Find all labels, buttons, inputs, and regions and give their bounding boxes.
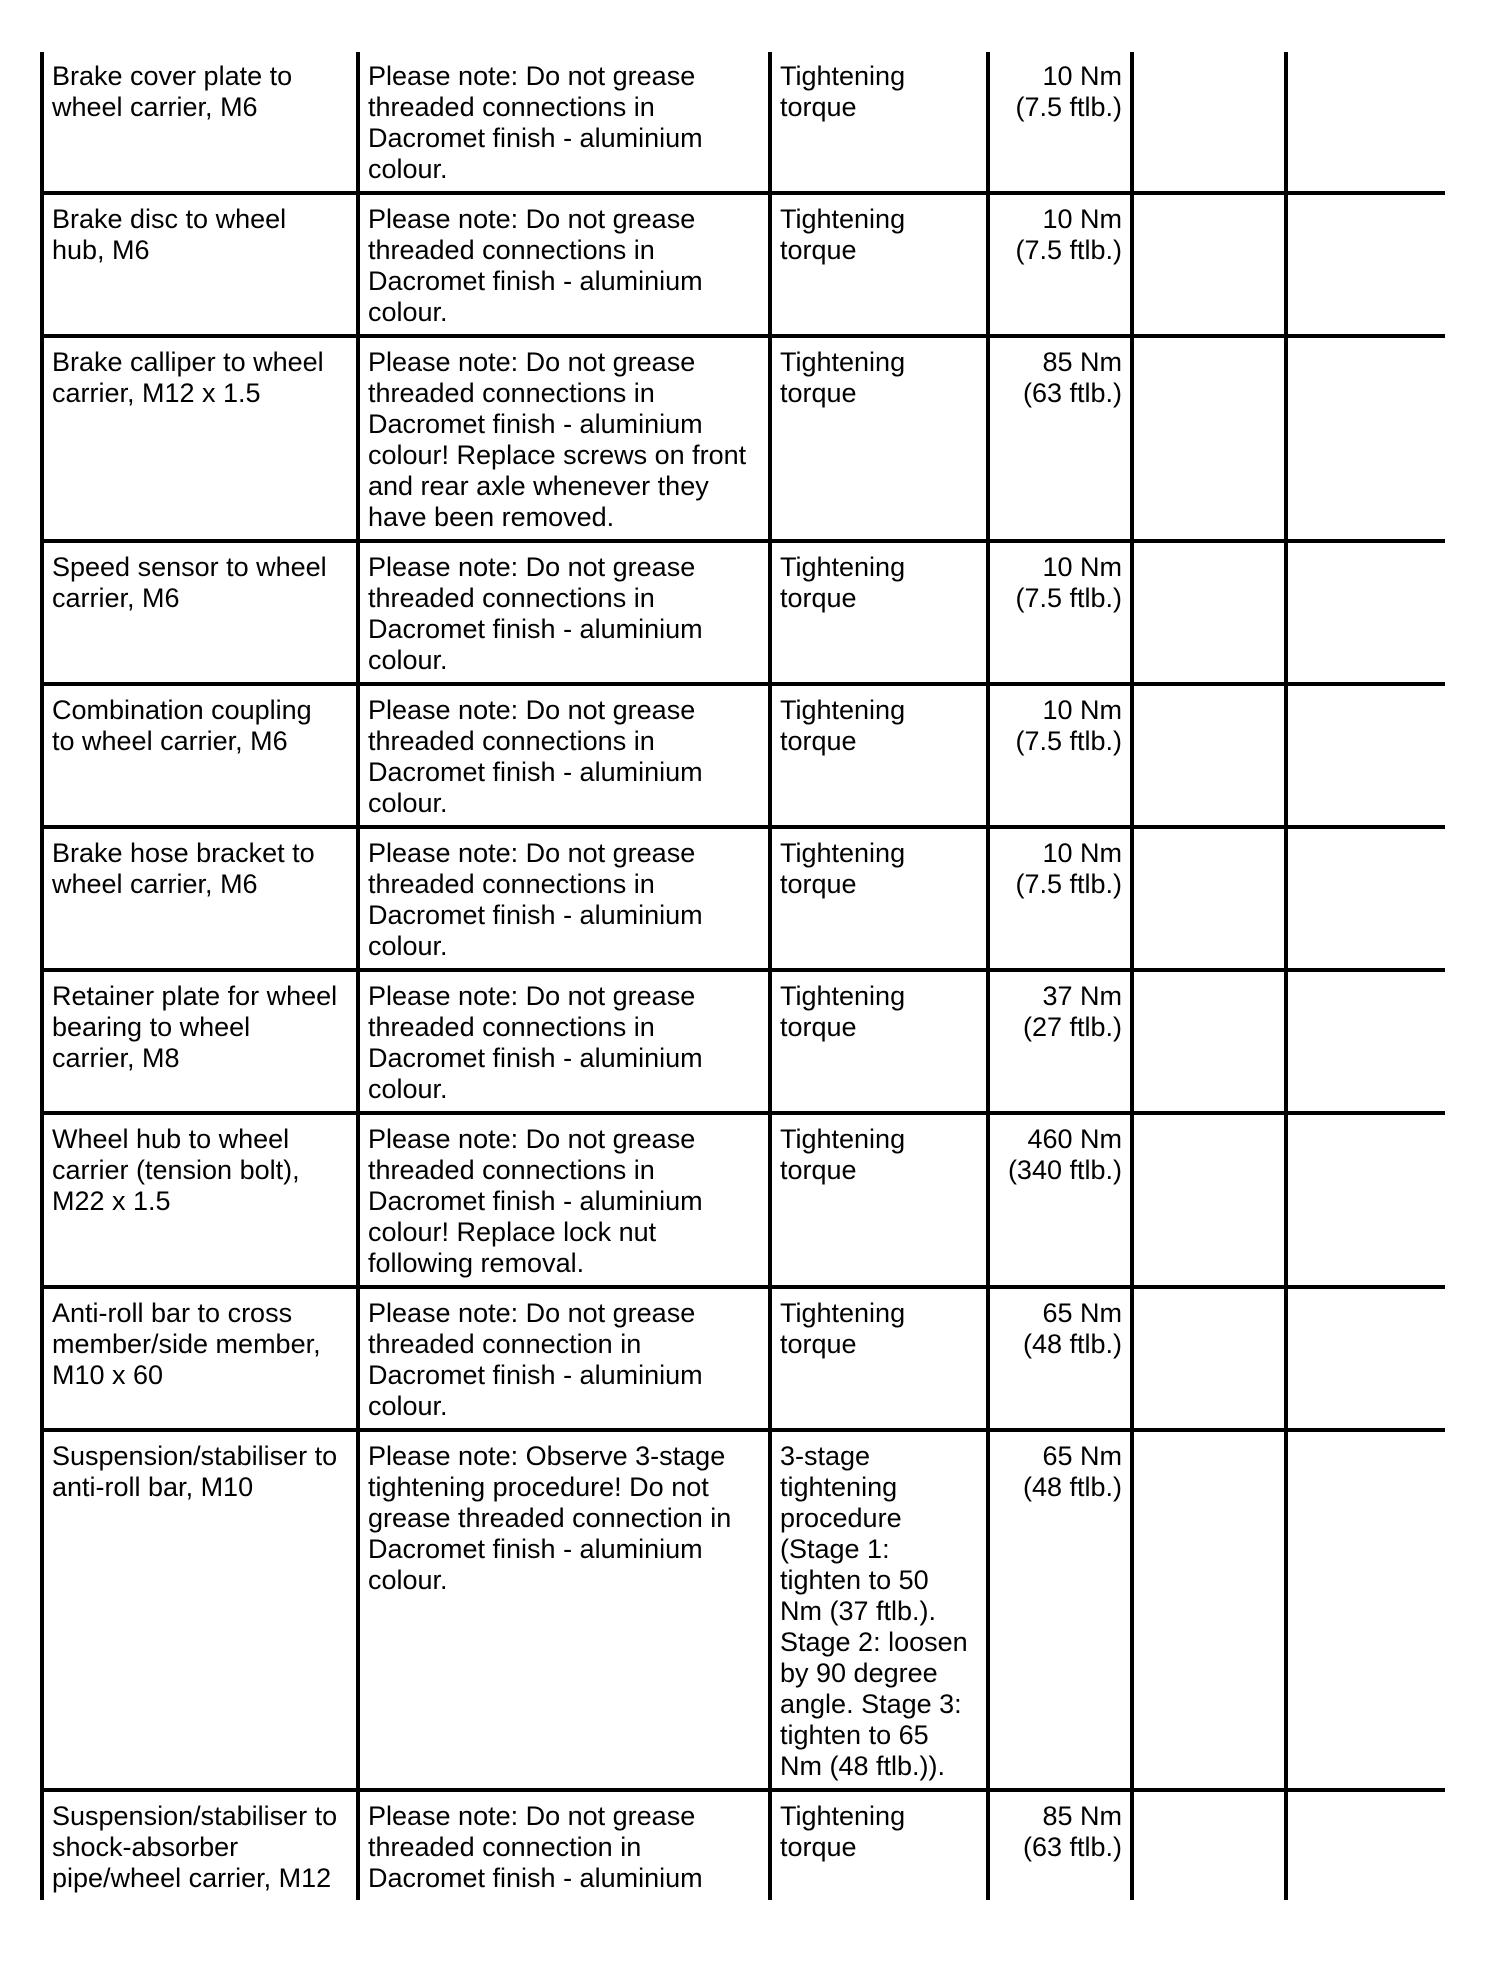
torque-value-text: 460 Nm <box>1027 1124 1122 1154</box>
component-text: M22 x 1.5 <box>52 1186 171 1216</box>
note-cell <box>358 1287 770 1430</box>
note-text: Please note: Do not grease <box>368 204 696 234</box>
torque-value-cell <box>988 541 1132 684</box>
torque-value-text: 85 Nm <box>1042 347 1122 377</box>
component-text: Brake hose bracket to <box>52 838 315 868</box>
torque-value-text: (7.5 ftlb.) <box>1015 726 1122 756</box>
specification-type-text: Tightening <box>780 838 906 868</box>
component-cell <box>42 1287 358 1430</box>
component-text: carrier, M6 <box>52 583 180 613</box>
specification-type-cell <box>770 970 988 1113</box>
component-text: Brake cover plate to <box>52 61 293 91</box>
note-cell <box>358 970 770 1113</box>
torque-value-cell <box>988 1287 1132 1430</box>
torque-value-text: 10 Nm <box>1042 61 1122 91</box>
torque-value-text: 10 Nm <box>1042 204 1122 234</box>
note-text: colour! Replace lock nut <box>368 1217 657 1247</box>
note-text: Please note: Do not grease <box>368 1124 696 1154</box>
note-text: Dacromet finish - aluminium <box>368 1186 703 1216</box>
torque-value-text: (7.5 ftlb.) <box>1015 235 1122 265</box>
component-cell <box>42 1790 358 1900</box>
empty-cell <box>1286 52 1445 193</box>
specification-type-text: tighten to 65 <box>780 1720 929 1750</box>
component-cell <box>42 684 358 827</box>
component-text: Brake calliper to wheel <box>52 347 324 377</box>
specification-type-text: torque <box>780 869 857 899</box>
note-text: grease threaded connection in <box>368 1503 732 1533</box>
specification-type-text: torque <box>780 1012 857 1042</box>
specification-type-text: tighten to 50 <box>780 1565 929 1595</box>
specification-type-text: torque <box>780 1155 857 1185</box>
table-row <box>42 336 1445 541</box>
component-text: member/side member, <box>52 1329 321 1359</box>
specification-type-text: Tightening <box>780 552 906 582</box>
torque-value-text: (7.5 ftlb.) <box>1015 869 1122 899</box>
component-text: wheel carrier, M6 <box>52 92 258 122</box>
note-text: threaded connections in <box>368 92 655 122</box>
specification-type-cell <box>770 541 988 684</box>
specification-type-text: by 90 degree <box>780 1658 938 1688</box>
note-text: threaded connections in <box>368 1155 655 1185</box>
torque-value-cell <box>988 336 1132 541</box>
table-row <box>42 193 1445 336</box>
note-text: Please note: Do not grease <box>368 838 696 868</box>
torque-spec-page <box>40 52 1445 1934</box>
torque-value-text: (340 ftlb.) <box>1007 1155 1122 1185</box>
specification-type-cell <box>770 684 988 827</box>
note-text: Dacromet finish - aluminium <box>368 123 703 153</box>
specification-type-text: Tightening <box>780 347 906 377</box>
note-text: have been removed. <box>368 502 615 532</box>
note-text: colour. <box>368 788 448 818</box>
note-text: colour. <box>368 645 448 675</box>
note-text: tightening procedure! Do not <box>368 1472 709 1502</box>
note-text: threaded connections in <box>368 378 655 408</box>
component-text: bearing to wheel <box>52 1012 251 1042</box>
specification-type-text: torque <box>780 726 857 756</box>
specification-type-text: torque <box>780 235 857 265</box>
empty-cell <box>1286 541 1445 684</box>
specification-type-text: torque <box>780 1329 857 1359</box>
component-text: Speed sensor to wheel <box>52 552 327 582</box>
empty-cell <box>1286 1430 1445 1790</box>
specification-type-text: Stage 2: loosen <box>780 1627 968 1657</box>
note-text: Please note: Do not grease <box>368 1298 696 1328</box>
empty-cell <box>1132 1287 1286 1430</box>
specification-type-cell <box>770 1113 988 1287</box>
empty-cell <box>1286 970 1445 1113</box>
note-text: Please note: Do not grease <box>368 695 696 725</box>
note-text: threaded connections in <box>368 1012 655 1042</box>
component-text: Suspension/stabiliser to <box>52 1801 338 1831</box>
note-text: colour. <box>368 1565 448 1595</box>
note-text: following removal. <box>368 1248 585 1278</box>
note-text: Dacromet finish - aluminium <box>368 266 703 296</box>
note-text: Please note: Observe 3-stage <box>368 1441 726 1471</box>
note-cell <box>358 541 770 684</box>
empty-cell <box>1286 336 1445 541</box>
table-row <box>42 52 1445 193</box>
specification-type-text: (Stage 1: <box>780 1534 890 1564</box>
component-cell <box>42 52 358 193</box>
specification-type-cell <box>770 827 988 970</box>
empty-cell <box>1132 193 1286 336</box>
specification-type-text: torque <box>780 92 857 122</box>
component-cell <box>42 1430 358 1790</box>
empty-cell <box>1132 541 1286 684</box>
specification-type-text: Tightening <box>780 1124 906 1154</box>
table-row <box>42 1430 1445 1790</box>
torque-value-cell <box>988 1790 1132 1900</box>
empty-cell <box>1286 827 1445 970</box>
note-cell <box>358 1113 770 1287</box>
component-text: shock-absorber <box>52 1832 239 1862</box>
component-text: Wheel hub to wheel <box>52 1124 290 1154</box>
note-text: Dacromet finish - aluminium <box>368 1534 703 1564</box>
specification-type-cell <box>770 52 988 193</box>
table-row <box>42 827 1445 970</box>
note-text: Dacromet finish - aluminium <box>368 1043 703 1073</box>
note-text: and rear axle whenever they <box>368 471 709 501</box>
torque-value-text: 37 Nm <box>1042 981 1122 1011</box>
note-cell <box>358 1790 770 1900</box>
table-row <box>42 1790 1445 1900</box>
component-text: carrier (tension bolt), <box>52 1155 300 1185</box>
torque-value-text: 65 Nm <box>1042 1441 1122 1471</box>
note-cell <box>358 827 770 970</box>
component-text: carrier, M8 <box>52 1043 180 1073</box>
note-text: Dacromet finish - aluminium <box>368 1863 703 1893</box>
torque-value-text: (48 ftlb.) <box>1022 1472 1122 1502</box>
component-cell <box>42 827 358 970</box>
component-text: anti-roll bar, M10 <box>52 1472 254 1502</box>
specification-type-text: Tightening <box>780 204 906 234</box>
component-cell <box>42 336 358 541</box>
empty-cell <box>1286 1287 1445 1430</box>
specification-type-text: Tightening <box>780 1801 906 1831</box>
empty-cell <box>1132 52 1286 193</box>
specification-type-cell <box>770 1287 988 1430</box>
torque-value-text: 10 Nm <box>1042 838 1122 868</box>
note-text: colour! Replace screws on front <box>368 440 747 470</box>
specification-type-text: tightening <box>780 1472 898 1502</box>
note-text: Please note: Do not grease <box>368 347 696 377</box>
torque-value-text: (63 ftlb.) <box>1022 1832 1122 1862</box>
table-row <box>42 1287 1445 1430</box>
note-text: colour. <box>368 1074 448 1104</box>
note-text: threaded connections in <box>368 235 655 265</box>
note-cell <box>358 52 770 193</box>
torque-value-cell <box>988 970 1132 1113</box>
component-text: to wheel carrier, M6 <box>52 726 288 756</box>
torque-value-cell <box>988 684 1132 827</box>
torque-value-text: (48 ftlb.) <box>1022 1329 1122 1359</box>
note-text: threaded connections in <box>368 869 655 899</box>
specification-type-cell <box>770 193 988 336</box>
note-text: colour. <box>368 154 448 184</box>
specification-type-text: torque <box>780 1832 857 1862</box>
empty-cell <box>1286 1113 1445 1287</box>
specification-type-text: torque <box>780 378 857 408</box>
torque-value-text: 85 Nm <box>1042 1801 1122 1831</box>
torque-value-text: (27 ftlb.) <box>1022 1012 1122 1042</box>
torque-value-text: 10 Nm <box>1042 552 1122 582</box>
empty-cell <box>1132 827 1286 970</box>
note-text: Dacromet finish - aluminium <box>368 409 703 439</box>
note-text: Dacromet finish - aluminium <box>368 757 703 787</box>
empty-cell <box>1286 193 1445 336</box>
torque-value-cell <box>988 827 1132 970</box>
empty-cell <box>1286 1790 1445 1900</box>
specification-type-text: Tightening <box>780 981 906 1011</box>
note-text: colour. <box>368 297 448 327</box>
table-row <box>42 1113 1445 1287</box>
empty-cell <box>1132 970 1286 1113</box>
component-text: M10 x 60 <box>52 1360 164 1390</box>
note-text: Please note: Do not grease <box>368 61 696 91</box>
torque-value-text: 65 Nm <box>1042 1298 1122 1328</box>
component-text: Suspension/stabiliser to <box>52 1441 338 1471</box>
component-text: carrier, M12 x 1.5 <box>52 378 261 408</box>
specification-type-text: torque <box>780 583 857 613</box>
note-text: Please note: Do not grease <box>368 981 696 1011</box>
component-cell <box>42 1113 358 1287</box>
specification-type-text: Nm (37 ftlb.). <box>780 1596 937 1626</box>
torque-value-cell <box>988 1430 1132 1790</box>
empty-cell <box>1286 684 1445 827</box>
specification-type-text: 3-stage <box>780 1441 871 1471</box>
note-text: Please note: Do not grease <box>368 1801 696 1831</box>
torque-spec-table <box>40 52 1445 1900</box>
specification-type-text: Tightening <box>780 1298 906 1328</box>
component-text: hub, M6 <box>52 235 150 265</box>
specification-type-text: Nm (48 ftlb.)). <box>780 1751 946 1781</box>
note-text: Please note: Do not grease <box>368 552 696 582</box>
empty-cell <box>1132 684 1286 827</box>
component-text: Anti-roll bar to cross <box>52 1298 293 1328</box>
note-cell <box>358 336 770 541</box>
specification-type-cell <box>770 1790 988 1900</box>
component-text: pipe/wheel carrier, M12 <box>52 1863 332 1893</box>
component-cell <box>42 541 358 684</box>
torque-value-cell <box>988 193 1132 336</box>
empty-cell <box>1132 1790 1286 1900</box>
component-text: wheel carrier, M6 <box>52 869 258 899</box>
component-text: Brake disc to wheel <box>52 204 287 234</box>
note-text: colour. <box>368 1391 448 1421</box>
specification-type-text: angle. Stage 3: <box>780 1689 962 1719</box>
component-cell <box>42 970 358 1113</box>
empty-cell <box>1132 1430 1286 1790</box>
note-cell <box>358 193 770 336</box>
specification-type-text: procedure <box>780 1503 902 1533</box>
table-row <box>42 541 1445 684</box>
note-text: threaded connections in <box>368 726 655 756</box>
note-text: Dacromet finish - aluminium <box>368 1360 703 1390</box>
note-text: threaded connection in <box>368 1832 642 1862</box>
component-cell <box>42 193 358 336</box>
note-text: threaded connections in <box>368 583 655 613</box>
table-row <box>42 970 1445 1113</box>
empty-cell <box>1132 336 1286 541</box>
component-text: Retainer plate for wheel <box>52 981 338 1011</box>
torque-value-text: (63 ftlb.) <box>1022 378 1122 408</box>
specification-type-text: Tightening <box>780 695 906 725</box>
note-text: colour. <box>368 931 448 961</box>
empty-cell <box>1132 1113 1286 1287</box>
torque-value-cell <box>988 1113 1132 1287</box>
torque-value-text: (7.5 ftlb.) <box>1015 92 1122 122</box>
specification-type-cell <box>770 336 988 541</box>
note-cell <box>358 1430 770 1790</box>
component-text: Combination coupling <box>52 695 312 725</box>
note-text: Dacromet finish - aluminium <box>368 614 703 644</box>
specification-type-cell <box>770 1430 988 1790</box>
torque-value-text: (7.5 ftlb.) <box>1015 583 1122 613</box>
note-text: Dacromet finish - aluminium <box>368 900 703 930</box>
torque-value-cell <box>988 52 1132 193</box>
torque-value-text: 10 Nm <box>1042 695 1122 725</box>
note-cell <box>358 684 770 827</box>
note-text: threaded connection in <box>368 1329 642 1359</box>
table-row <box>42 684 1445 827</box>
specification-type-text: Tightening <box>780 61 906 91</box>
